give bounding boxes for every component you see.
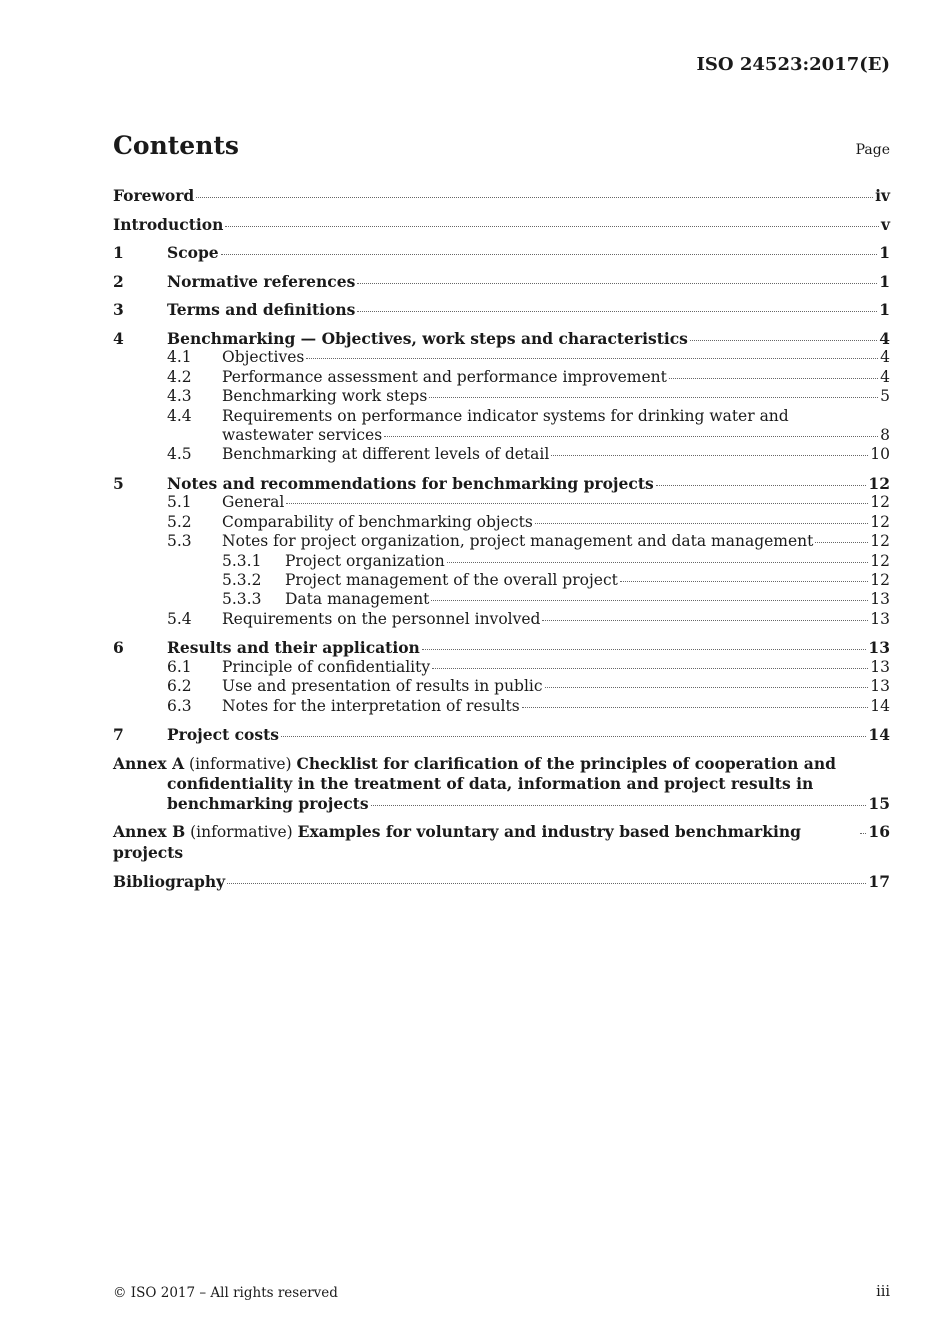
toc-entry-title: Use and presentation of results in public [222, 677, 543, 696]
toc-entry-introduction[interactable] [113, 215, 890, 234]
toc-entry-title: Objectives [222, 348, 305, 367]
toc-entry-number: 5.3.1 [222, 551, 262, 570]
toc-entry-page: 12 [870, 551, 890, 570]
toc-entry-title-continued: wastewater services [222, 426, 383, 444]
annex-label: Annex B [113, 822, 186, 842]
leader-dots [431, 600, 868, 601]
toc-entry-5-3-3[interactable] [113, 590, 890, 609]
toc-entry-title: General [222, 493, 285, 512]
annex-title-line3: benchmarking projects [167, 793, 369, 813]
leader-dots [384, 436, 878, 437]
leader-dots [306, 358, 878, 359]
toc-entry-title: Introduction [113, 214, 224, 234]
toc-entry-results[interactable] [113, 638, 890, 657]
leader-dots [196, 197, 873, 198]
toc-entry-6-1[interactable] [113, 658, 890, 677]
toc-entry-5-3-1[interactable] [113, 552, 890, 571]
toc-entry-number: 5.4 [167, 609, 192, 628]
toc-entry-page: 14 [868, 725, 890, 745]
toc-entry-title: Results and their application [167, 638, 420, 658]
toc-entry-number: 4.3 [167, 387, 192, 406]
toc-entry-number: 5.3.2 [222, 571, 262, 590]
toc-entry-number: 2 [113, 271, 124, 291]
toc-entry-title: Foreword [113, 186, 195, 205]
toc-entry-number: 4.4 [167, 406, 192, 425]
toc-entry-scope[interactable] [113, 243, 890, 262]
toc-entry-number: 5 [113, 474, 124, 493]
toc-entry-title: Notes for project organization, project management and data management [222, 532, 814, 551]
toc-entry-number: 7 [113, 725, 124, 745]
leader-dots [620, 581, 868, 582]
toc-entry-4-4-line2[interactable] [113, 426, 890, 445]
footer-page-number: iii [876, 1284, 890, 1300]
toc-entry-number: 3 [113, 300, 124, 320]
toc-entry-page: 4 [879, 328, 890, 348]
annex-qualifier: (informative) [190, 823, 293, 842]
toc-entry-4-1[interactable] [113, 348, 890, 367]
toc-entry-normative-references[interactable] [113, 272, 890, 291]
toc-entry-title: Comparability of benchmarking objects [222, 512, 533, 531]
toc-entry-4-5[interactable] [113, 445, 890, 464]
leader-dots [221, 254, 878, 255]
toc-entry-title: Benchmarking work steps [222, 387, 428, 406]
toc-entry-page: iv [875, 186, 890, 205]
toc-entry-title: Normative references [167, 271, 356, 291]
toc-entry-number: 1 [113, 243, 124, 263]
toc-entry-5-4[interactable] [113, 610, 890, 629]
toc-entry-page: 16 [868, 822, 890, 842]
toc-entry-annex-a[interactable] [113, 754, 890, 813]
toc-entry-page: 17 [868, 872, 890, 892]
toc-entry-title: Principle of confidentiality [222, 657, 431, 676]
leader-dots [545, 687, 869, 688]
leader-dots [551, 455, 868, 456]
toc-entry-4-2[interactable] [113, 368, 890, 387]
toc-entry-annex-b[interactable] [113, 822, 890, 863]
table-of-contents [113, 186, 890, 892]
toc-entry-page: 5 [880, 387, 890, 406]
leader-dots [690, 340, 877, 341]
toc-entry-page: 13 [870, 609, 890, 628]
toc-entry-title: Requirements on performance indicator systems for drinking water and [222, 406, 789, 425]
toc-entry-title: Project costs [167, 725, 280, 745]
annex-title-line1: Checklist for clarification of the principles of cooperation and [296, 753, 836, 773]
toc-entry-5-3-2[interactable] [113, 571, 890, 590]
leader-dots [357, 283, 877, 284]
toc-entry-number: 4 [113, 328, 124, 348]
toc-entry-title: Project management of the overall project [285, 571, 618, 590]
toc-entry-number: 6 [113, 638, 124, 658]
toc-entry-title: Bibliography [113, 872, 226, 892]
leader-dots [371, 805, 867, 806]
toc-entry-terms[interactable] [113, 300, 890, 319]
leader-dots [656, 485, 867, 486]
toc-entry-page: 4 [880, 348, 890, 367]
toc-entry-page: 14 [870, 696, 890, 715]
toc-entry-4-3[interactable] [113, 387, 890, 406]
toc-entry-page: 15 [868, 793, 890, 813]
leader-dots [542, 620, 868, 621]
toc-entry-title: Benchmarking — Objectives, work steps and characteristics [167, 328, 688, 348]
toc-entry-number: 5.3 [167, 532, 192, 551]
toc-entry-bibliography[interactable] [113, 872, 890, 891]
toc-entry-benchmarking[interactable] [113, 329, 890, 348]
leader-dots [522, 707, 869, 708]
toc-entry-number: 4.2 [167, 367, 192, 386]
leader-dots [535, 523, 868, 524]
leader-dots [225, 226, 879, 227]
toc-entry-page: 13 [870, 657, 890, 676]
toc-entry-page: 12 [870, 493, 890, 512]
toc-entry-number: 5.1 [167, 493, 192, 512]
toc-entry-page: v [880, 214, 890, 234]
toc-entry-title: Notes and recommendations for benchmarking projects [167, 474, 654, 493]
page-column-label: Page [855, 142, 890, 158]
toc-entry-foreword[interactable] [113, 186, 890, 205]
toc-entry-6-2[interactable] [113, 677, 890, 696]
toc-entry-number: 4.5 [167, 445, 192, 464]
toc-entry-notes-recommendations[interactable] [113, 474, 890, 493]
contents-heading: Contents [113, 131, 240, 160]
leader-dots [669, 378, 878, 379]
leader-dots [286, 503, 868, 504]
toc-entry-title: Terms and definitions [167, 300, 356, 320]
leader-dots [422, 649, 867, 650]
toc-entry-page: 13 [868, 638, 890, 658]
toc-entry-6-3[interactable] [113, 697, 890, 716]
toc-entry-title: Benchmarking at different levels of detail [222, 445, 550, 464]
toc-entry-number: 4.1 [167, 348, 192, 367]
toc-entry-title: Data management [285, 590, 430, 609]
toc-entry-number: 5.2 [167, 512, 192, 531]
toc-entry-page: 12 [870, 532, 890, 551]
toc-entry-number: 6.2 [167, 677, 192, 696]
toc-entry-5-2[interactable] [113, 513, 890, 532]
toc-entry-5-3[interactable] [113, 532, 890, 551]
leader-dots [357, 311, 877, 312]
leader-dots [860, 833, 866, 834]
toc-entry-title: Scope [167, 243, 219, 263]
toc-entry-number: 5.3.3 [222, 590, 262, 609]
annex-title: Examples for voluntary and industry based benchmarking projects [113, 822, 801, 862]
footer-copyright: © ISO 2017 – All rights reserved [113, 1285, 338, 1301]
annex-label: Annex A [113, 753, 185, 773]
toc-entry-page: 13 [870, 590, 890, 609]
toc-entry-number: 6.1 [167, 657, 192, 676]
leader-dots [227, 883, 866, 884]
toc-entry-title: Notes for the interpretation of results [222, 696, 520, 715]
toc-entry-page: 13 [870, 677, 890, 696]
toc-entry-5-1[interactable] [113, 493, 890, 512]
leader-dots [429, 397, 878, 398]
annex-title-line2: confidentiality in the treatment of data, information and project results in [167, 774, 814, 794]
toc-entry-page: 8 [880, 426, 890, 444]
toc-entry-project-costs[interactable] [113, 725, 890, 744]
toc-entry-page: 1 [879, 271, 890, 291]
toc-entry-number: 6.3 [167, 696, 192, 715]
document-id: ISO 24523:2017(E) [696, 54, 890, 75]
toc-entry-title: Requirements on the personnel involved [222, 609, 541, 628]
toc-entry-4-4-line1[interactable] [113, 407, 890, 426]
leader-dots [281, 736, 866, 737]
toc-entry-page: 1 [879, 243, 890, 263]
toc-entry-page: 10 [870, 445, 890, 464]
leader-dots [815, 542, 868, 543]
leader-dots [447, 562, 869, 563]
annex-qualifier: (informative) [189, 754, 292, 773]
toc-entry-title: Project organization [285, 551, 445, 570]
toc-entry-page: 12 [870, 512, 890, 531]
toc-entry-page: 12 [870, 571, 890, 590]
toc-entry-title: Performance assessment and performance improvement [222, 367, 667, 386]
toc-entry-page: 1 [879, 300, 890, 320]
leader-dots [432, 668, 868, 669]
toc-entry-page: 4 [880, 367, 890, 386]
toc-entry-page: 12 [868, 474, 890, 493]
